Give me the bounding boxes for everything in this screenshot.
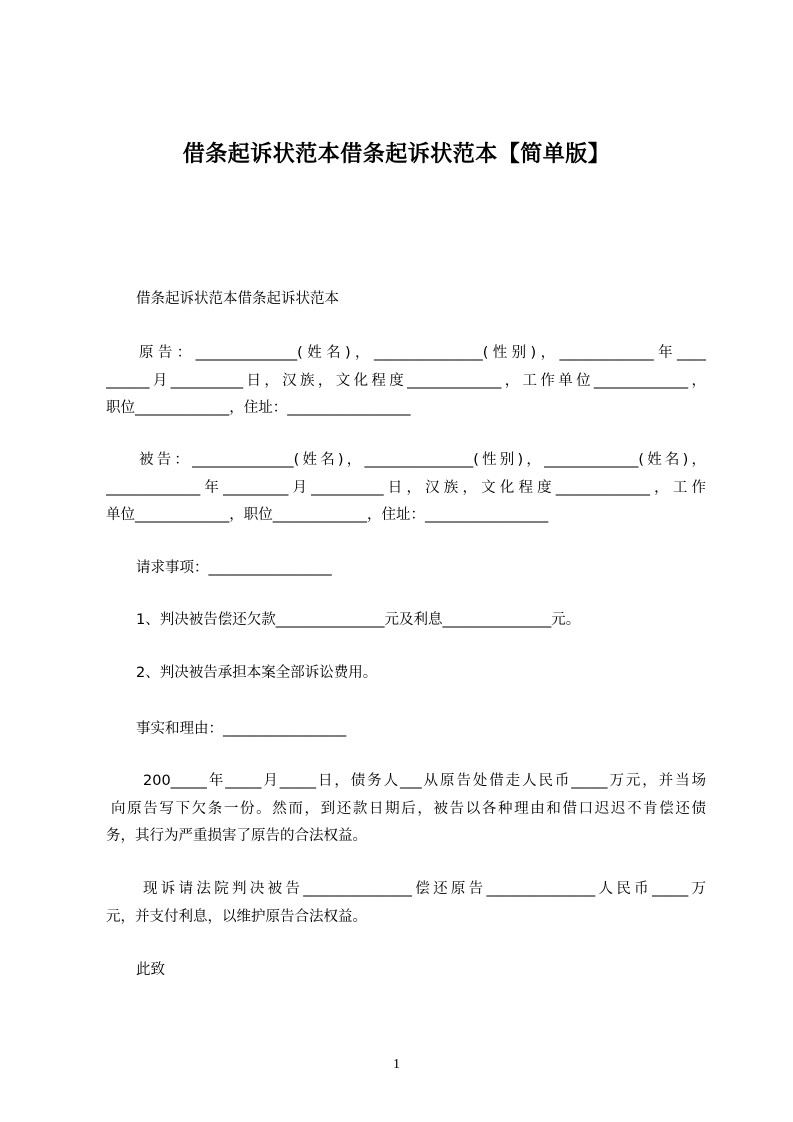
plaintiff-line-1: 原告：______________(姓名)，_______________(性别)，_____________年____ [139, 345, 706, 361]
defendant-line-2: _____________年_________月__________日，汉族，文化程度_____________，工作 [106, 479, 706, 496]
facts-p2-line-2: 元，并支付利息，以维护原告合法权益。 [106, 908, 367, 925]
claim-item-1-paragraph [106, 607, 706, 635]
facts-p1-line-2: 向原告写下欠条一份。然而，到还款日期后，被告以各种理由和借口迟迟不肯偿还债 [111, 800, 706, 817]
facts-paragraph-2 [106, 876, 706, 931]
document-title: 借条起诉状范本借条起诉状范本【简单版】 [182, 142, 611, 167]
facts-paragraph-1 [106, 768, 706, 851]
closing-paragraph [106, 957, 706, 985]
claim-item-1: 1、判决被告偿还欠款_______________元及利息_______________元。 [136, 612, 581, 628]
defendant-line-3: 单位_____________，职位_____________，住址：_________________ [106, 507, 549, 523]
closing: 此致 [136, 962, 165, 978]
facts-heading-paragraph [106, 716, 706, 744]
subtitle: 借条起诉状范本借条起诉状范本 [136, 291, 339, 307]
subtitle-paragraph [106, 286, 706, 314]
facts-p1-line-1: 200_____年_____月_____日，债务人___从原告处借走人民币_____万元，并当场 [143, 773, 706, 789]
claims-heading-paragraph [106, 555, 706, 583]
plaintiff-paragraph [106, 340, 706, 423]
facts-p1-line-3: 务，其行为严重损害了原告的合法权益。 [106, 828, 367, 844]
plaintiff-line-2: ______月__________日，汉族，文化程度_____________，工作单位_____________， [106, 372, 706, 389]
plaintiff-line-3: 职位_____________，住址：_________________ [106, 400, 411, 416]
facts-heading: 事实和理由：_________________ [136, 721, 347, 737]
page-number: 1 [393, 1057, 400, 1072]
defendant-paragraph [106, 447, 706, 530]
defendant-line-1: 被告：______________(姓名)，_______________(性别)，_____________(姓名)， [139, 452, 706, 468]
claim-item-2: 2、判决被告承担本案全部诉讼费用。 [136, 665, 378, 681]
claim-item-2-paragraph [106, 660, 706, 688]
facts-p2-line-1: 现诉请法院判决被告_______________偿还原告_______________人民币_____万 [143, 881, 706, 897]
claims-heading: 请求事项：_________________ [136, 560, 332, 576]
